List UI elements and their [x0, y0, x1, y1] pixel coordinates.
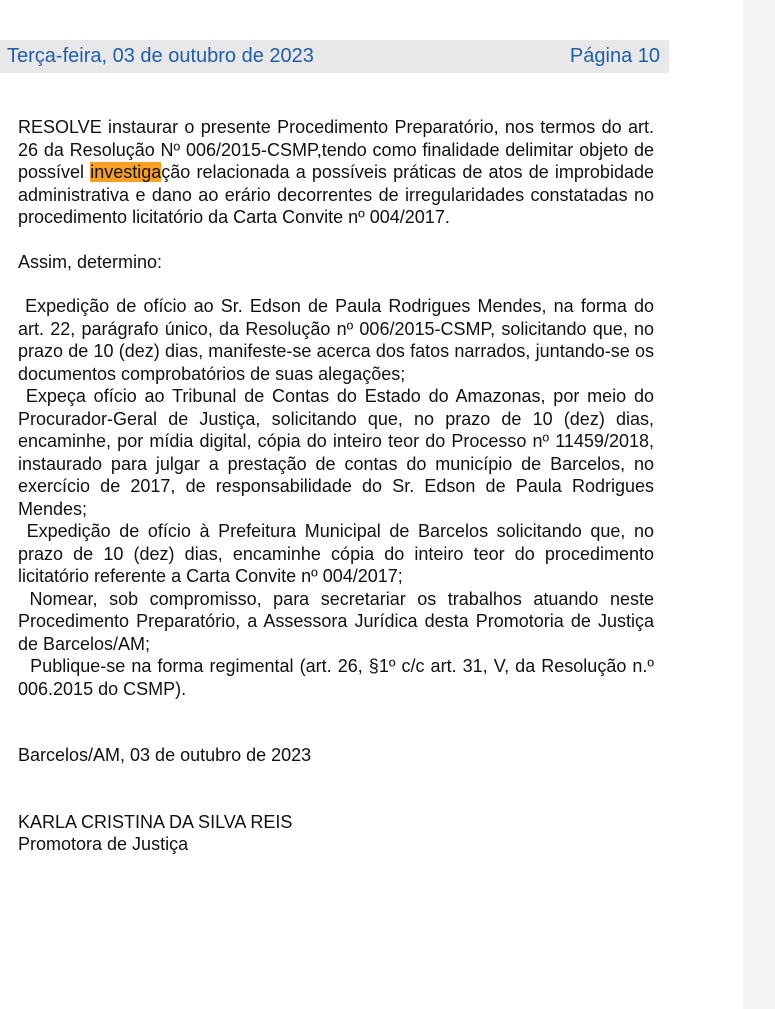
document-body [18, 116, 660, 856]
item-oficio-prefeitura: Expedição de ofício à Prefeitura Municipal de Barcelos solicitando que, no prazo de 10 (dez) dias, encaminhe cópia do inteiro teor do procedimento licitatório referente a Carta Convite nº 004/2017; [18, 521, 660, 586]
page-header [0, 40, 669, 73]
search-highlight: investiga [90, 162, 162, 182]
item-nomear: Nomear, sob compromisso, para secretariar os trabalhos atuando neste Procedimento Preparatório, a Assessora Jurídica desta Promotoria de Justiça de Barcelos/AM; [18, 588, 660, 654]
resolve-text-end: ção relacionada a possíveis práticas de atos de improbidade administrativa e dano ao erário decorrentes de irregularidades constatadas no procedimento licitatório da Carta Convite nº 004/2017. [18, 162, 654, 227]
item-publique: Publique-se na forma regimental (art. 26, §1º c/c art. 31, V, da Resolução n.º 006.2015 do CSMP). [18, 656, 660, 699]
determino-line: Assim, determino: [18, 251, 163, 272]
item-oficio-tribunal: Expeça ofício ao Tribunal de Contas do Estado do Amazonas, por meio do Procurador-Geral de Justiça, solicitando que, no prazo de 10 (dez) dias, encaminhe, por mídia digital, cópia do inteiro teor do Processo nº 11459/2018, instaurado para julgar a prestação de contas do município de Barcelos, no exercício de 2017, de responsabilidade do Sr. Edson de Paula Rodrigues Mendes; [18, 386, 660, 519]
item-oficio-edson: Expedição de ofício ao Sr. Edson de Paula Rodrigues Mendes, na forma do art. 22, parágrafo único, da Resolução nº 006/2015-CSMP, solicitando que, no prazo de 10 (dez) dias, manifeste-se acerca dos fatos narrados, juntando-se os documentos comprobatórios de suas alegações; [18, 296, 660, 384]
resolve-text-start: RESOLVE instaurar o presente Procedimento Preparatório, nos termos do art. 26 da Resolução Nº 006/2015-CSMP,tendo como finalidade delimitar objeto de possível [18, 117, 654, 182]
resolve-paragraph [18, 116, 654, 229]
place-date: Barcelos/AM, 03 de outubro de 2023 [18, 745, 312, 765]
signature-name: KARLA CRISTINA DA SILVA REIS [18, 811, 293, 832]
signature-role: Promotora de Justiça [18, 834, 189, 854]
page-number: Página 10 [569, 45, 660, 67]
header-date: Terça-feira, 03 de outubro de 2023 [7, 45, 314, 67]
side-panel [743, 0, 775, 1009]
